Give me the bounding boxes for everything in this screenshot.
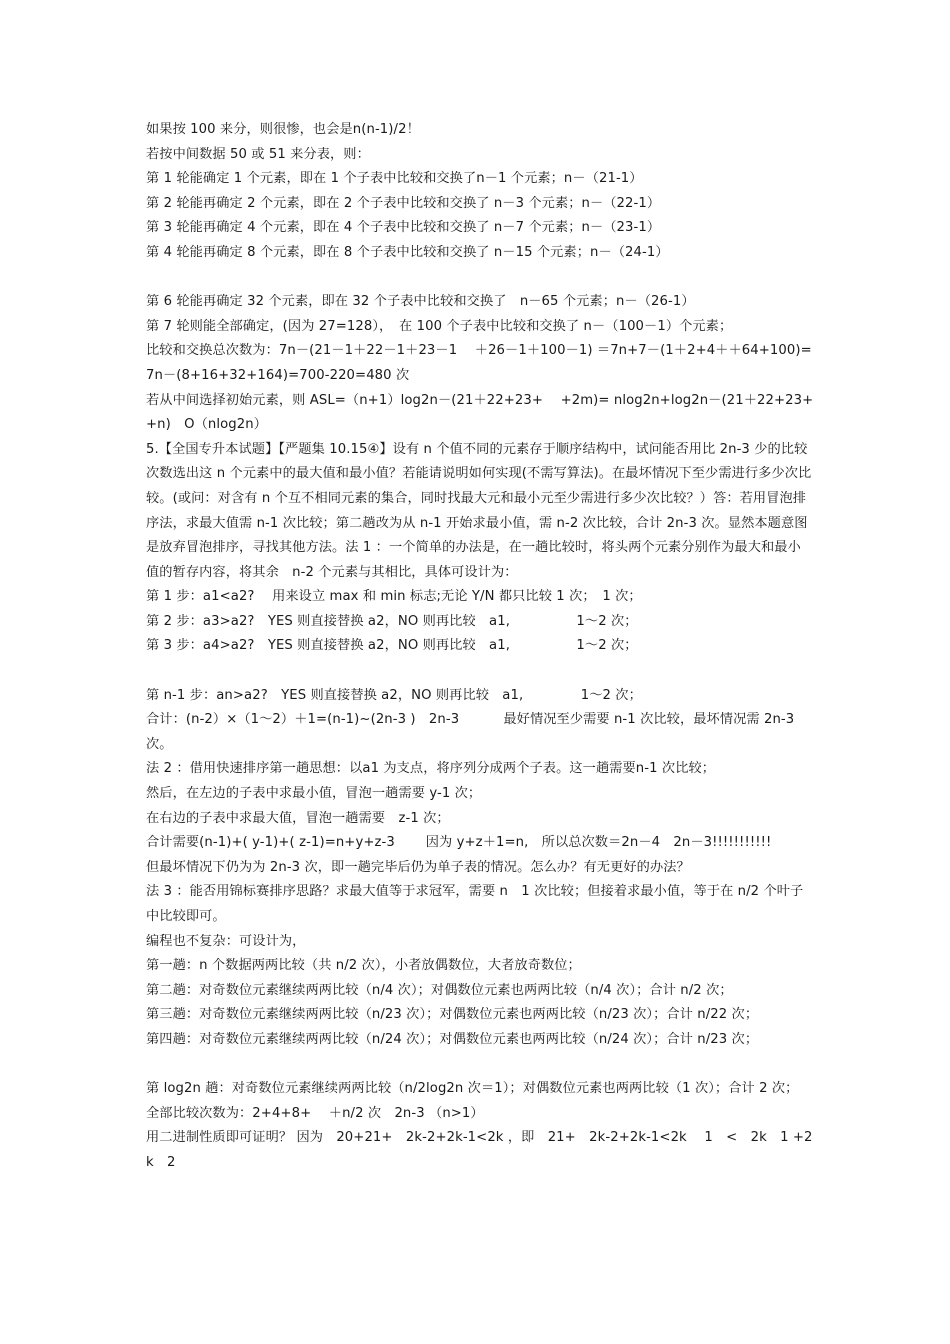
text-line: 第 6 轮能再确定 32 个元素，即在 32 个子表中比较和交换了 n－65 个元素；n－（26-1） (146, 294, 695, 310)
text-line: 第 3 轮能再确定 4 个元素，即在 4 个子表中比较和交换了 n－7 个元素；n－（23-1） (146, 220, 661, 236)
text-paragraph: 合计：(n-2）×（1～2）＋1=(n-1)~(2n-3 ) 2n-3 最好情况至少需要 n-1 次比较，最坏情况需 2n-3 次。 (146, 712, 795, 752)
text-line: 然后，在左边的子表中求最小值，冒泡一趟需要 y-1 次； (146, 786, 482, 802)
text-paragraph: 法 3 ：能否用锦标赛排序思路？求最大值等于求冠军，需要 n 1 次比较；但接着求最小值，等于在 n/2 个叶子中比较即可。 (146, 884, 804, 924)
text-paragraph: 比较和交换总次数为：7n－(21－1＋22－1＋23－1 ＋26－1＋100－1) ＝7n+7－(1＋2+4＋＋64+100)=7n－(8+16+32+164)=700-220=480 次 (146, 343, 812, 383)
text-line: 第三趟：对奇数位元素继续两两比较（n/23 次）；对偶数位元素也两两比较（n/23 次）；合计 n/22 次； (146, 1007, 759, 1023)
text-line: 第 2 轮能再确定 2 个元素，即在 2 个子表中比较和交换了 n－3 个元素；n－（22-1） (146, 195, 661, 211)
text-paragraph: 若从中间选择初始元素，则 ASL=（n+1）log2n－(21＋22+23+ +2m)= nlog2n+log2n－(21＋22+23+ +n) O（nlog2n） (146, 392, 831, 433)
text-line: 但最坏情况下仍为为 2n-3 次，即一趟完毕后仍为单子表的情况。怎么办？有无更好的办法？ (146, 859, 690, 875)
text-line: 第 4 轮能再确定 8 个元素，即在 8 个子表中比较和交换了 n－15 个元素；n－（24-1） (146, 244, 669, 260)
document-body (146, 118, 831, 1176)
text-line: 第 1 步：a1<a2? 用来设立 max 和 min 标志;无论 Y/N 都只比较 1 次； 1 次； (146, 589, 642, 605)
blank-line (146, 1053, 814, 1078)
question-paragraph: 5.【全国专升本试题】【严题集 10.15④】设有 n 个值不同的元素存于顺序结构中，试问能否用比 2n-3 少的比较次数选出这 n 个元素中的最大值和最小值？若能请说明如何实现(不需写算法)。在最坏情况下至少需进行多少次比较。(或问：对含有 n 个互不相同元素的集合，同时找最大元和最小元至少需进行多少次比较？）答：若用冒泡排序法，求最大值需 n-1 次比较；第二趟改为从 n-1 开始求最小值，需 n-2 次比较，合计 2n-3 次。显然本题意图是放弃冒泡排序，寻找其他方法。法 1 ：一个简单的办法是，在一趟比较时，将头两个元素分别作为最大和最小值的暂存内容，将其余 n-2 个元素与其相比，具体可设计为： (146, 441, 812, 580)
text-line: 如果按 100 来分，则很惨，也会是n(n-1)/2！ (146, 122, 420, 137)
text-line: 第 2 步：a3>a2? YES 则直接替换 a2，NO 则再比较 a1, 1～2 次； (146, 613, 638, 629)
blank-line (146, 659, 814, 684)
text-line: 若按中间数据 50 或 51 来分表，则： (146, 146, 370, 162)
text-line: 合计需要(n-1)+( y-1)+( z-1)=n+y+z-3 因为 y+z＋1=n, 所以总次数＝2n－4 2n－3!!!!!!!!!!! (146, 835, 772, 851)
text-line: 第 3 步：a4>a2? YES 则直接替换 a2，NO 则再比较 a1, 1～2 次； (146, 638, 638, 654)
text-line: 在右边的子表中求最大值，冒泡一趟需要 z-1 次； (146, 810, 450, 826)
text-line: 第 7 轮则能全部确定，(因为 27=128）， 在 100 个子表中比较和交换了 n－（100－1）个元素； (146, 318, 733, 334)
text-line: 第一趟：n 个数据两两比较（共 n/2 次），小者放偶数位，大者放奇数位； (146, 958, 581, 974)
text-line: 第 n-1 步：an>a2? YES 则直接替换 a2，NO 则再比较 a1, 1～2 次； (146, 687, 642, 703)
blank-line (146, 266, 814, 291)
text-line: 法 2 ：借用快速排序第一趟思想：以a1 为支点，将序列分成两个子表。这一趟需要n-1 次比较； (146, 761, 716, 777)
text-line: 全部比较次数为：2+4+8+ ＋n/2 次 2n-3 （n>1） (146, 1105, 484, 1121)
text-line: 第四趟：对奇数位元素继续两两比较（n/24 次）；对偶数位元素也两两比较（n/24 次）；合计 n/23 次； (146, 1031, 759, 1047)
text-line: 编程也不复杂：可设计为， (146, 933, 306, 949)
text-paragraph: 第 log2n 趟：对奇数位元素继续两两比较（n/2log2n 次＝1）；对偶数位元素也两两比较（1 次）；合计 2 次； (146, 1081, 799, 1097)
text-line: 第 1 轮能确定 1 个元素，即在 1 个子表中比较和交换了n－1 个元素；n－（21-1） (146, 171, 643, 187)
text-line: 第二趟：对奇数位元素继续两两比较（n/4 次）；对偶数位元素也两两比较（n/4 次）；合计 n/2 次； (146, 982, 733, 998)
text-paragraph: 用二进制性质即可证明？ 因为 20+21+ 2k-2+2k-1<2k ，即 21+ 2k-2+2k-1<2k 1 < 2k 1 +2k 2 (146, 1130, 813, 1170)
